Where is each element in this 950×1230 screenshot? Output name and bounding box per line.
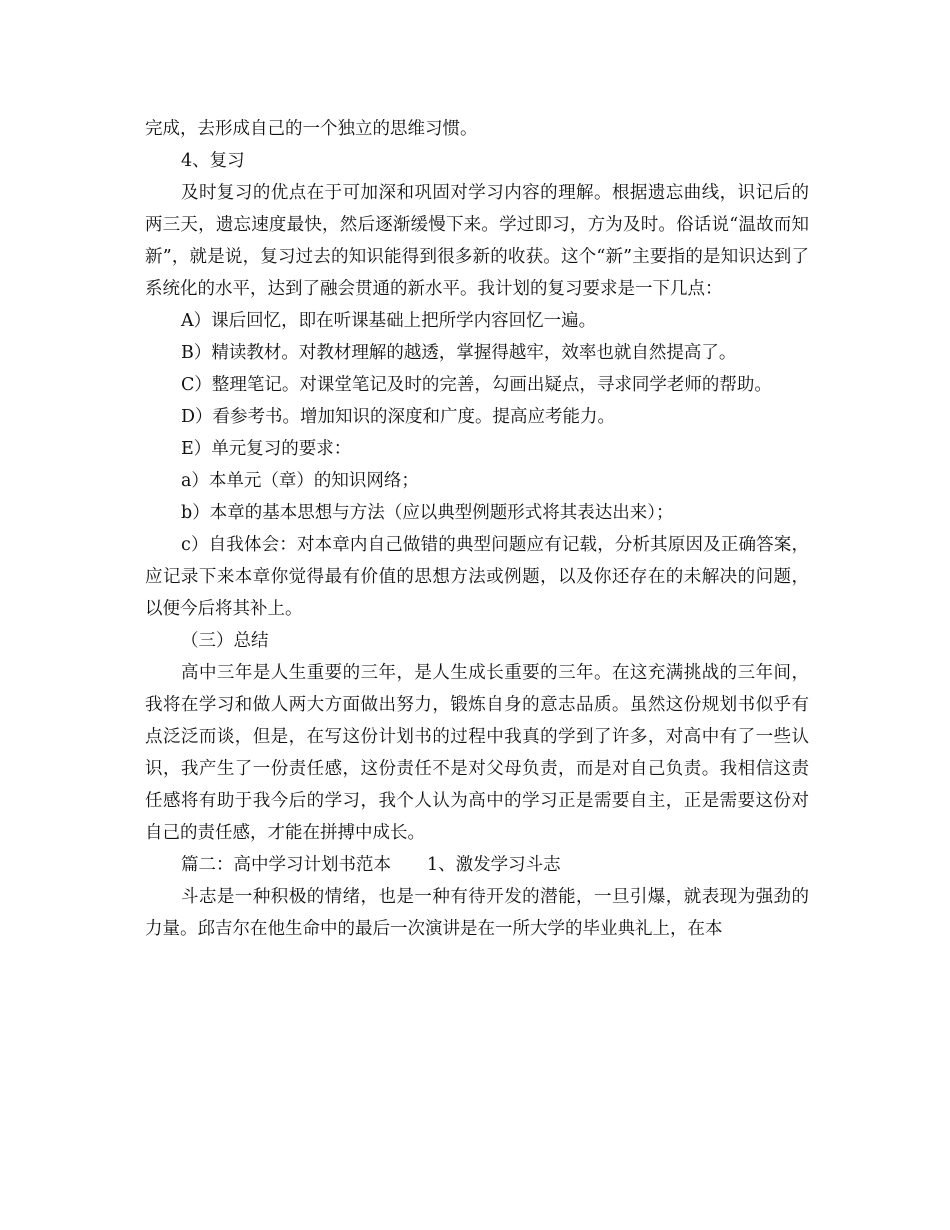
sub-item-b: b）本章的基本思想与方法（应以典型例题形式将其表达出来）；: [181, 503, 674, 523]
sub-item-c: c）自我体会：对本章内自己做错的典型问题应有记载，分析其原因及正确答案，应记录下来本章你觉得最有价值的思想方法或例题，以及你还存在的未解决的问题，以便今后将其补上。: [145, 535, 809, 619]
list-item-c: C）整理笔记。对课堂笔记及时的完善，勾画出疑点，寻求同学老师的帮助。: [181, 375, 772, 395]
sub-item-a: a）本单元（章）的知识网络；: [181, 471, 419, 491]
paragraph-continuation: 完成，去形成自己的一个独立的思维习惯。: [145, 119, 478, 139]
document-body: [145, 113, 809, 945]
list-item-e: E）单元复习的要求：: [181, 439, 352, 459]
heading-part-two: [145, 849, 809, 881]
part-two-subtitle: 1、激发学习斗志: [427, 855, 561, 875]
paragraph-motivation: 斗志是一种积极的情绪，也是一种有待开发的潜能，一旦引爆，就表现为强劲的力量。邱吉尔在他生命中的最后一次演讲是在一所大学的毕业典礼上，在本: [145, 887, 809, 939]
part-two-title: 篇二：高中学习计划书范本: [181, 855, 391, 875]
list-item-a: A）课后回忆，即在听课基础上把所学内容回忆一遍。: [181, 311, 597, 331]
list-item-b: B）精读教材。对教材理解的越透，掌握得越牢，效率也就自然提高了。: [181, 343, 737, 363]
paragraph-summary: 高中三年是人生重要的三年，是人生成长重要的三年。在这充满挑战的三年间，我将在学习和做人两大方面做出努力，锻炼自身的意志品质。虽然这份规划书似乎有点泛泛而谈，但是，在写这份计划书的过程中我真的学到了许多，对高中有了一些认识，我产生了一份责任感，这份责任不是对父母负责，而是对自己负责。我相信这责任感将有助于我今后的学习，我个人认为高中的学习正是需要自主，正是需要这份对自己的责任感，才能在拼搏中成长。: [145, 663, 809, 843]
heading-review: 4、复习: [181, 151, 245, 171]
list-item-d: D）看参考书。增加知识的深度和广度。提高应考能力。: [181, 407, 616, 427]
heading-summary: （三）总结: [181, 631, 269, 651]
paragraph-review-intro: 及时复习的优点在于可加深和巩固对学习内容的理解。根据遗忘曲线，识记后的两三天，遗忘速度最快，然后逐渐缓慢下来。学过即习，方为及时。俗话说“温故而知新”，就是说，复习过去的知识能得到很多新的收获。这个“新”主要指的是知识达到了系统化的水平，达到了融会贯通的新水平。我计划的复习要求是一下几点：: [145, 183, 809, 299]
